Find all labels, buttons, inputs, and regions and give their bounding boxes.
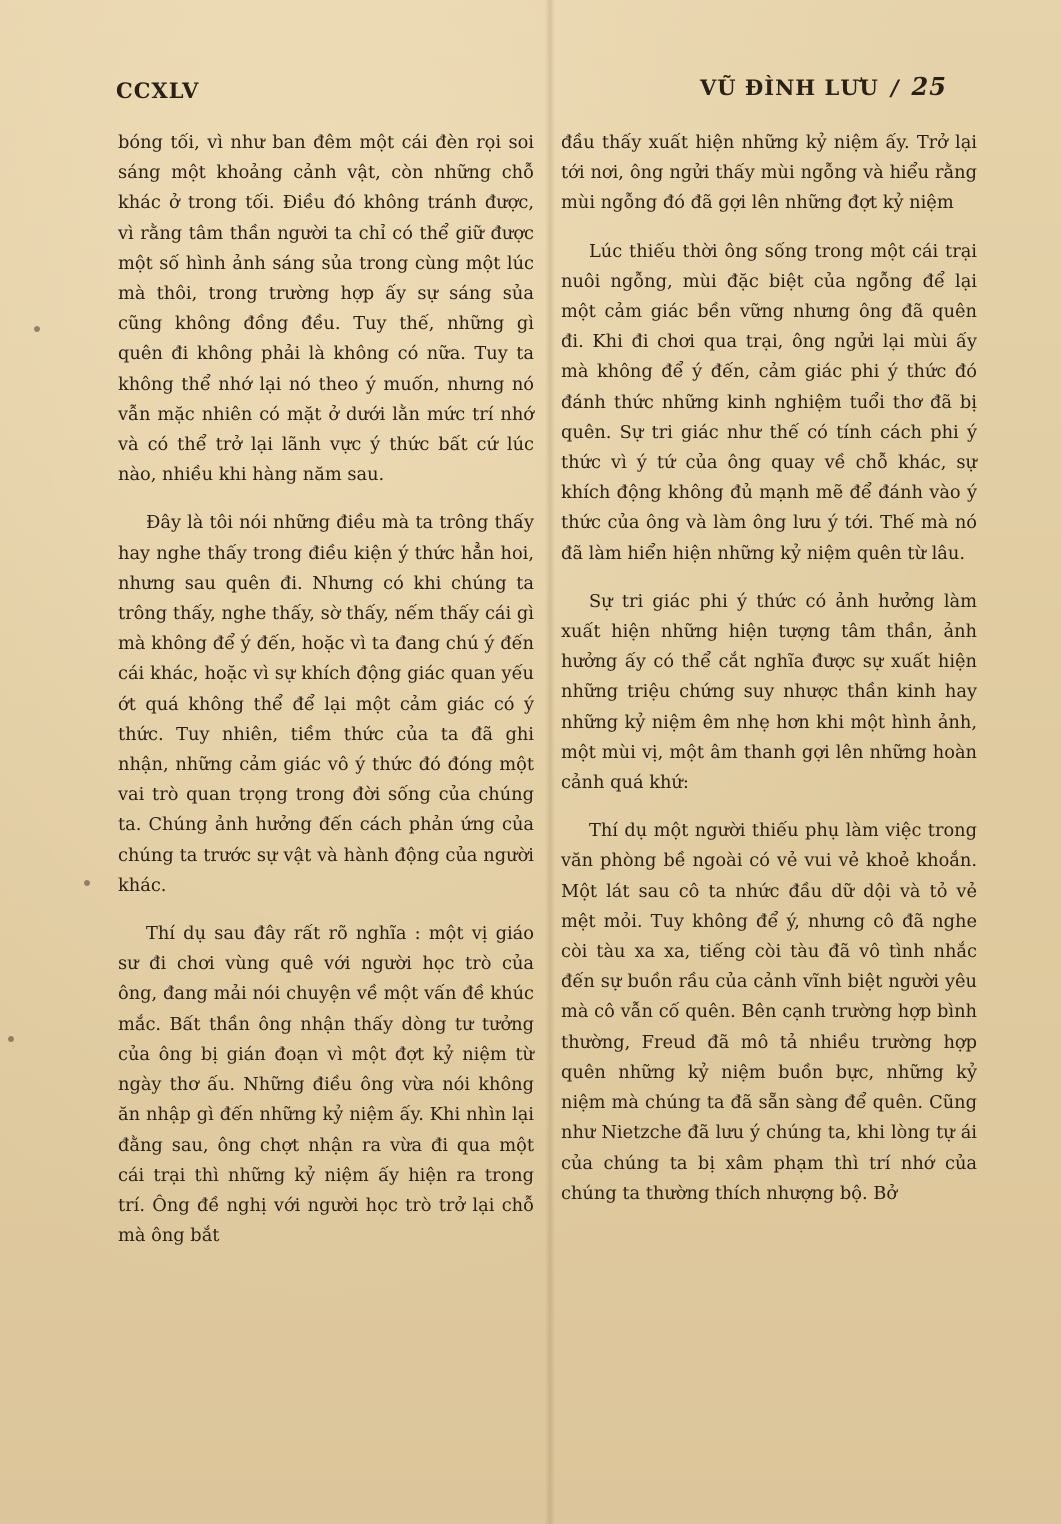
book-number: CCXLV xyxy=(116,78,200,103)
author-name: VŨ ĐÌNH LƯU xyxy=(700,75,879,100)
paragraph: Thí dụ sau đây rất rõ nghĩa : một vị giáo sư đi chơi vùng quê với người học trò của ông, đang mải nói chuyện về một vấn đề khúc mắc. Bất thần ông nhận thấy dòng tư tưởng của ông bị gián đoạn vì một đợt kỷ niệm từ ngày thơ ấu. Những điều ông vừa nói không ăn nhập gì đến những kỷ niệm ấy. Khi nhìn lại đằng sau, ông chợt nhận ra vừa đi qua một cái trại thì những kỷ niệm ấy hiện ra trong trí. Ông đề nghị với người học trò trở lại chỗ mà ông bắt xyxy=(118,923,534,1247)
left-column xyxy=(118,128,534,1251)
page-number: 25 xyxy=(911,72,947,101)
paper-spot xyxy=(34,326,40,332)
page-gutter xyxy=(545,0,555,1524)
header-separator: / xyxy=(890,75,900,100)
paragraph: Đây là tôi nói những điều mà ta trông thấy hay nghe thấy trong điều kiện ý thức hẳn hoi, nhưng sau quên đi. Nhưng có khi chúng ta trông thấy, nghe thấy, sờ thấy, nếm thấy cái gì mà không để ý đến, hoặc vì ta đang chú ý đến cái khác, hoặc vì sự khích động giác quan yếu ớt quá không thể để lại một cảm giác có ý thức. Tuy nhiên, tiềm thức của ta đã ghi nhận, những cảm giác vô ý thức đó đóng một vai trò quan trọng trong đời sống của chúng ta. Chúng ảnh hưởng đến cách phản ứng của chúng ta trước sự vật và hành động của người khác. xyxy=(118,512,534,896)
paragraph: Lúc thiếu thời ông sống trong một cái trại nuôi ngỗng, mùi đặc biệt của ngỗng để lại một cảm giác bền vững nhưng ông đã quên đi. Khi đi chơi qua trại, ông ngửi lại mùi ấy mà không để ý đến, cảm giác phi ý thức đó đánh thức những kinh nghiệm tuổi thơ đã bị quên. Sự tri giác như thế có tính cách phi ý thức vì ý tứ của ông quay về chỗ khác, sự khích động không đủ mạnh mẽ để đánh vào ý thức của ông và làm ông lưu ý tới. Thế mà nó đã làm hiển hiện những kỷ niệm quên từ lâu. xyxy=(561,240,977,564)
running-header xyxy=(700,72,947,101)
paragraph: bóng tối, vì như ban đêm một cái đèn rọi soi sáng một khoảng cảnh vật, còn những chỗ khác ở trong tối. Điều đó không tránh được, vì rằng tâm thần người ta chỉ có thể giữ được một số hình ảnh sáng sủa trong cùng một lúc mà thôi, trong trường hợp ấy sự sáng sủa cũng không đồng đều. Tuy thế, những gì quên đi không phải là không có nữa. Tuy ta không thể nhớ lại nó theo ý muốn, nhưng nó vẫn mặc nhiên có mặt ở dưới lằn mức trí nhớ và có thể trở lại lãnh vực ý thức bất cứ lúc nào, nhiều khi hàng năm sau. xyxy=(118,132,534,486)
paper-spot xyxy=(84,880,90,886)
paragraph: Sự tri giác phi ý thức có ảnh hưởng làm xuất hiện những hiện tượng tâm thần, ảnh hưởng ấy có thể cắt nghĩa được sự xuất hiện những triệu chứng suy nhược thần kinh hay những kỷ niệm êm nhẹ hơn khi một hình ảnh, một mùi vị, một âm thanh gợi lên những hoàn cảnh quá khứ: xyxy=(561,590,977,794)
paragraph: đầu thấy xuất hiện những kỷ niệm ấy. Trở lại tới nơi, ông ngửi thấy mùi ngỗng và hiểu rằng mùi ngỗng đó đã gợi lên những đợt kỷ niệm xyxy=(561,132,977,214)
paragraph: Thí dụ một người thiếu phụ làm việc trong văn phòng bề ngoài có vẻ vui vẻ khoẻ khoắn. Một lát sau cô ta nhức đầu dữ dội và tỏ vẻ mệt mỏi. Tuy không để ý, nhưng cô đã nghe còi tàu xa xa, tiếng còi tàu đã vô tình nhắc đến sự buồn rầu của cảnh vĩnh biệt người yêu mà cô vẫn cố quên. Bên cạnh trường hợp bình thường, Freud đã mô tả nhiều trường hợp quên những kỷ niệm buồn bực, những kỷ niệm mà chúng ta đã sẵn sàng để quên. Cũng như Nietzche đã lưu ý chúng ta, khi lòng tự ái của chúng ta bị xâm phạm thì trí nhớ của chúng ta thường thích nhượng bộ. Bở xyxy=(561,820,977,1204)
right-column xyxy=(561,128,977,1209)
paper-spot xyxy=(8,1036,14,1042)
